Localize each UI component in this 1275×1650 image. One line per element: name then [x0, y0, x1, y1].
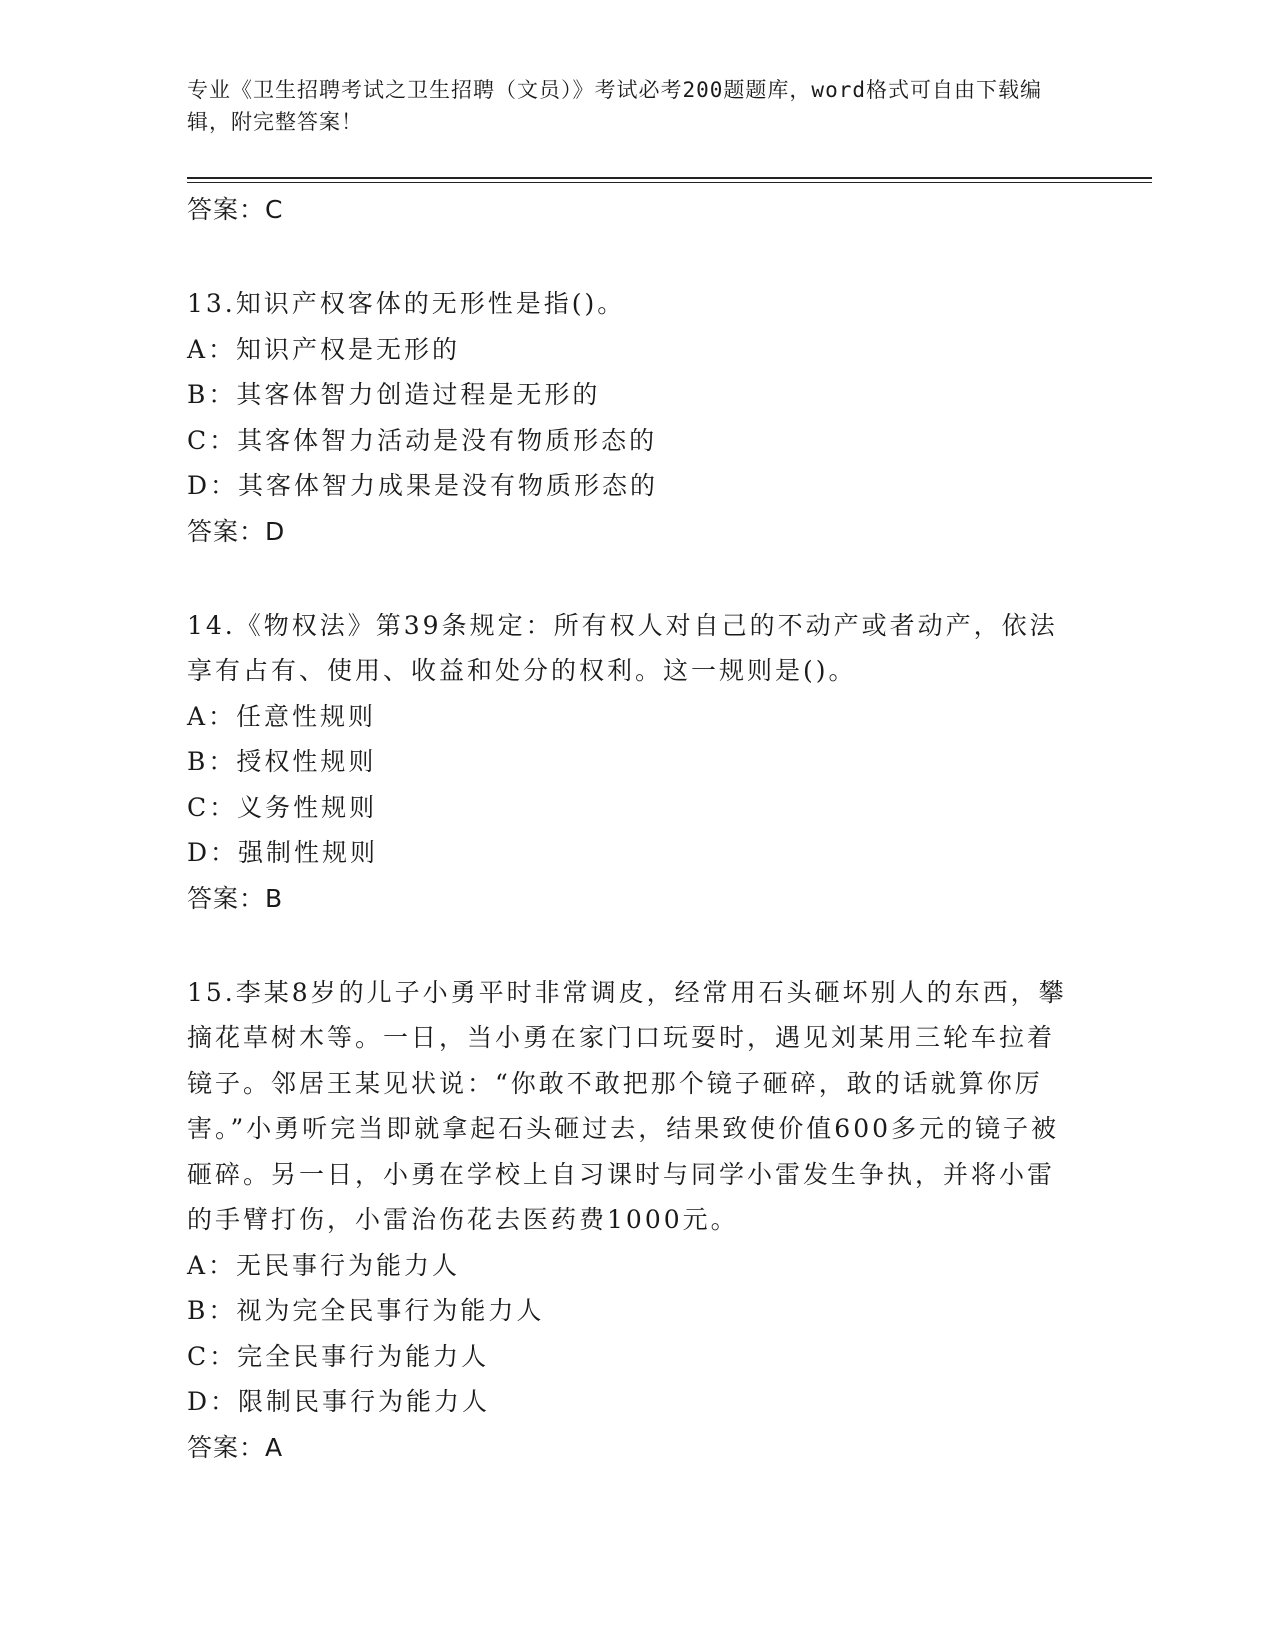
question-stem: 14.《物权法》第39条规定：所有权人对自己的不动产或者动产，依法享有占有、使用、收益和处分的权利。这一规则是()。 — [187, 610, 1058, 685]
header-divider-thick — [187, 177, 1152, 179]
question-item — [187, 281, 1067, 555]
option-b: B：其客体智力创造过程是无形的 — [187, 380, 601, 409]
option-b: B：授权性规则 — [187, 747, 377, 776]
option-d: D：强制性规则 — [187, 838, 379, 867]
option-c: C：义务性规则 — [187, 792, 378, 822]
question-stem: 13.知识产权客体的无形性是指()。 — [187, 289, 626, 318]
option-b: B：视为完全民事行为能力人 — [187, 1296, 545, 1325]
question-list — [187, 187, 1067, 1471]
option-a: A：无民事行为能力人 — [187, 1250, 461, 1280]
answer-line: 答案：B — [187, 883, 284, 913]
answer-line: 答案：D — [187, 516, 286, 546]
answer-line: 答案：A — [187, 1432, 284, 1462]
spacer — [187, 555, 1067, 603]
option-a: A：任意性规则 — [187, 701, 377, 731]
document-header: 专业《卫生招聘考试之卫生招聘（文员）》考试必考200题题库，word格式可自由下载编辑，附完整答案！ — [187, 78, 1042, 134]
option-d: D：其客体智力成果是没有物质形态的 — [187, 471, 659, 500]
question-item — [187, 970, 1067, 1471]
option-c: C：完全民事行为能力人 — [187, 1341, 490, 1371]
answer-line: 答案：C — [187, 195, 284, 224]
header-divider-thin — [187, 182, 1152, 183]
spacer — [187, 922, 1067, 970]
spacer — [187, 233, 1067, 281]
option-c: C：其客体智力活动是没有物质形态的 — [187, 425, 658, 455]
question-stem: 15.李某8岁的儿子小勇平时非常调皮，经常用石头砸坏别人的东西，攀摘花草树木等。一日，当小勇在家门口玩耍时，遇见刘某用三轮车拉着镜子。邻居王某见状说：“你敢不敢把那个镜子砸碎，敢的话就算你厉害。”小勇听完当即就拿起石头砸过去，结果致使价值600多元的镜子被砸碎。另一日，小勇在学校上自习课时与同学小雷发生争执，并将小雷的手臂打伤，小雷治伤花去医药费1000元。 — [187, 977, 1067, 1234]
question-item — [187, 603, 1067, 922]
option-d: D：限制民事行为能力人 — [187, 1387, 491, 1416]
option-a: A：知识产权是无形的 — [187, 334, 461, 364]
